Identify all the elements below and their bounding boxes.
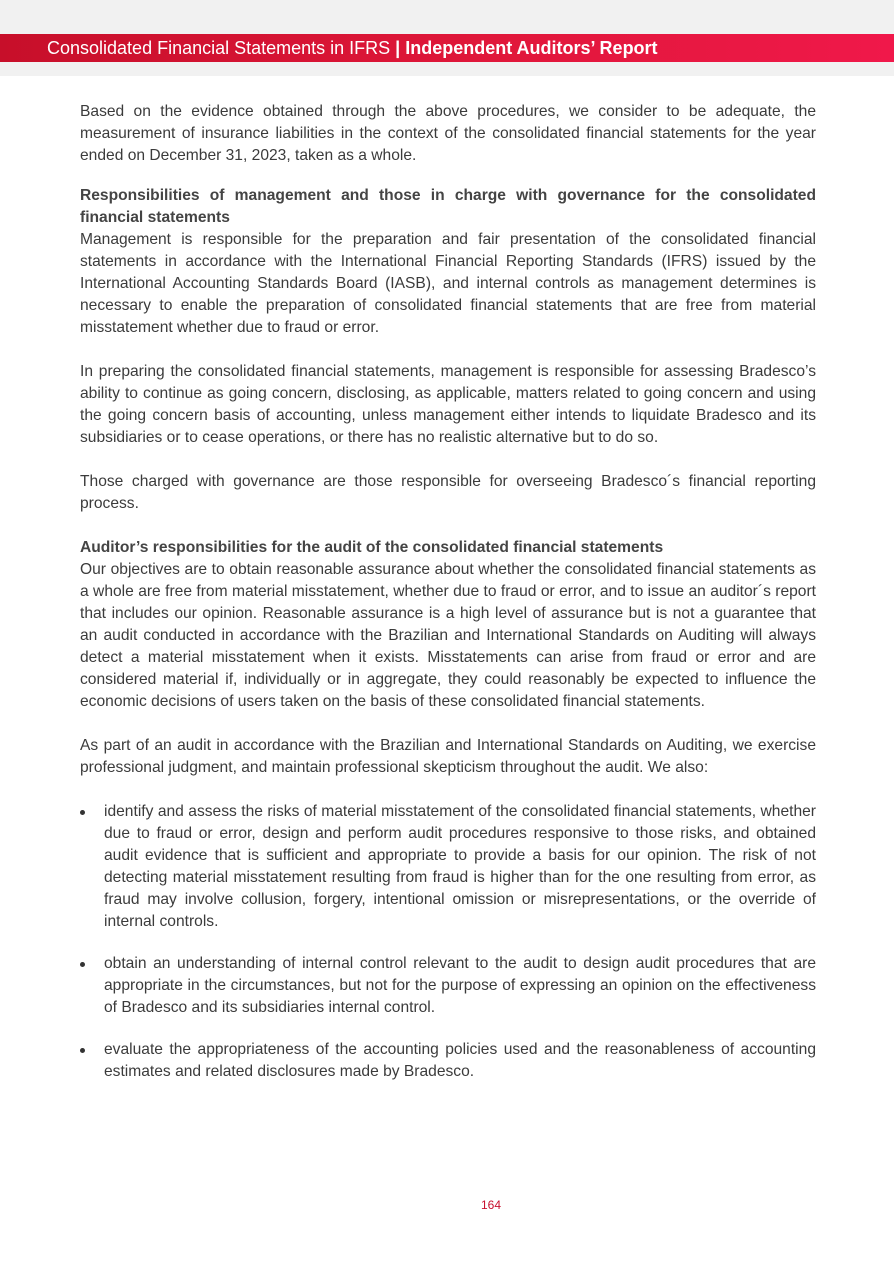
report-body (80, 101, 816, 1083)
bullet-icon (80, 962, 85, 967)
page-number: 164 (480, 1198, 502, 1212)
bullet-icon (80, 810, 85, 815)
list-item-text: obtain an understanding of internal control relevant to the audit to design audit procedures that are appropriate in the circumstances, but not for the purpose of expressing an opinion on the effectiveness of Bradesco and its subsidiaries internal control. (104, 955, 816, 1016)
intro-paragraph: Based on the evidence obtained through the above procedures, we consider to be adequate, the measurement of insurance liabilities in the context of the consolidated financial statements for the year ended on December 31, 2023, taken as a whole. (80, 103, 816, 164)
header-underline-strip (0, 62, 894, 76)
list-item-text: evaluate the appropriateness of the accounting policies used and the reasonableness of accounting estimates and related disclosures made by Bradesco. (104, 1041, 816, 1080)
management-paragraph-3: Those charged with governance are those responsible for overseeing Bradesco´s financial reporting process. (80, 473, 816, 512)
list-item (80, 953, 816, 1019)
top-margin-strip (0, 0, 894, 34)
list-item-text: identify and assess the risks of material misstatement of the consolidated financial statements, whether due to fraud or error, design and perform audit procedures responsive to those risks, and obtained audit evidence that is sufficient and appropriate to provide a basis for our opinion. The risk of not detecting material misstatement resulting from fraud is higher than for the one resulting from error, as fraud may involve collusion, forgery, intentional omission or misrepresentations, or the override of internal controls. (104, 803, 816, 930)
list-item (80, 801, 816, 933)
bullet-icon (80, 1048, 85, 1053)
auditor-paragraph-1: Our objectives are to obtain reasonable assurance about whether the consolidated financial statements as a whole are free from material misstatement, whether due to fraud or error, and to issue an auditor´s report that includes our opinion. Reasonable assurance is a high level of assurance but is not a guarantee that an audit conducted in accordance with the Brazilian and International Standards on Auditing will always detect a material misstatement when it exists. Misstatements can arise from fraud or error and are considered material if, individually or in aggregate, they could reasonably be expected to influence the economic decisions of users taken on the basis of these consolidated financial statements. (80, 561, 816, 710)
list-item (80, 1039, 816, 1083)
header-section-title: Consolidated Financial Statements in IFRS (47, 38, 391, 58)
page-header-band (0, 34, 894, 62)
auditor-paragraph-2: As part of an audit in accordance with the Brazilian and International Standards on Auditing, we exercise professional judgment, and maintain professional skepticism throughout the audit. We also: (80, 737, 816, 776)
header-report-title: Independent Auditors’ Report (405, 38, 658, 58)
management-responsibilities-heading: Responsibilities of management and those in charge with governance for the consolidated financial statements (80, 187, 816, 226)
auditor-responsibilities-heading: Auditor’s responsibilities for the audit of the consolidated financial statements (80, 539, 664, 556)
header-separator: | (390, 38, 406, 58)
management-paragraph-1: Management is responsible for the preparation and fair presentation of the consolidated financial statements in accordance with the International Financial Reporting Standards (IFRS) issued by the International Accounting Standards Board (IASB), and internal controls as management determines is necessary to enable the preparation of consolidated financial statements that are free from material misstatement whether due to fraud or error. (80, 231, 816, 336)
management-paragraph-2: In preparing the consolidated financial statements, management is responsible for assessing Bradesco’s ability to continue as going concern, disclosing, as applicable, matters related to going concern and using the going concern basis of accounting, unless management either intends to liquidate Bradesco and its subsidiaries or to cease operations, or there has no realistic alternative but to do so. (80, 363, 816, 446)
auditor-procedures-list (80, 801, 816, 1083)
